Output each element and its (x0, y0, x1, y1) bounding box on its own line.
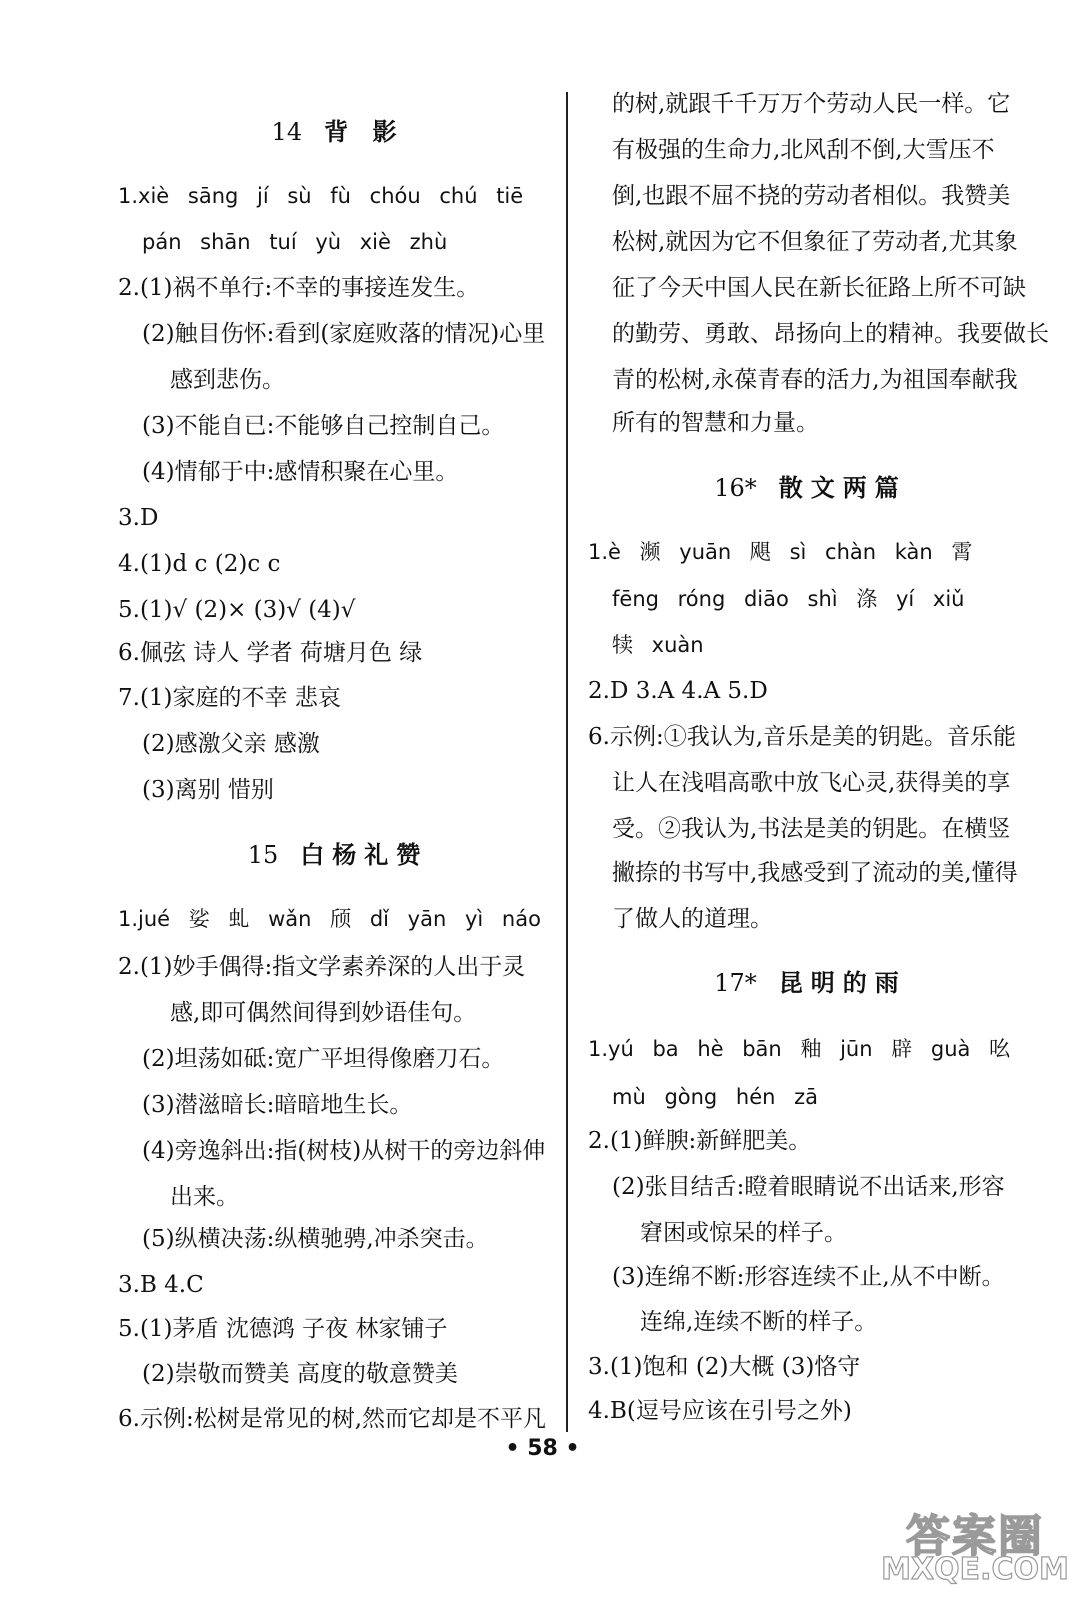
section-title-text: 散文两篇 (778, 474, 907, 502)
answer-line: 1.yú ba hè bān 釉 jūn 辟 guà 吆 (588, 1037, 1011, 1061)
answer-line: 窘困或惊呆的样子。 (640, 1220, 847, 1246)
answer-line: 4.B(逗号应该在引号之外) (588, 1398, 852, 1424)
answer-line: 所有的智慧和力量。 (612, 410, 819, 436)
answer-line: mù gòng hén zā (612, 1085, 819, 1109)
section-title-16 (588, 473, 1033, 503)
answer-line: 连绵,连续不断的样子。 (640, 1309, 878, 1335)
answer-line: (4)情郁于中:感情积聚在心里。 (142, 459, 459, 485)
answer-line: 感,即可偶然间得到妙语佳句。 (170, 1000, 477, 1026)
section-number: 14 (271, 118, 303, 146)
page-number: • 58 • (505, 1436, 580, 1461)
answer-line: (4)旁逸斜出:指(树枝)从树干的旁边斜伸 (142, 1138, 546, 1164)
section-title-text: 背 影 (324, 118, 405, 146)
answer-line: 受。②我认为,书法是美的钥匙。在横竖 (612, 816, 1011, 842)
section-title-15 (118, 840, 558, 870)
answer-line: (2)崇敬而赞美 高度的敬意赞美 (142, 1361, 458, 1387)
answer-line: (3)潜滋暗长:暗暗地生长。 (142, 1092, 413, 1118)
answer-line: 3.(1)饱和 (2)大概 (3)恪守 (588, 1354, 861, 1380)
answer-line: 5.(1)√ (2)× (3)√ (4)√ (118, 597, 356, 623)
answer-line: 1.xiè sāng jí sù fù chóu chú tiē (118, 184, 524, 208)
answer-line: (2)感激父亲 感激 (142, 731, 320, 757)
answer-line: 6.示例:松树是常见的树,然而它却是不平凡 (118, 1406, 547, 1432)
answer-line: (5)纵横决荡:纵横驰骋,冲杀突击。 (142, 1226, 489, 1252)
answer-line: 2.D 3.A 4.A 5.D (588, 678, 768, 704)
answer-line: (3)连绵不断:形容连续不止,从不中断。 (612, 1264, 1005, 1290)
answer-line: 3.D (118, 505, 159, 531)
answer-line: (3)离别 惜别 (142, 777, 274, 803)
answer-line: 了做人的道理。 (612, 906, 773, 932)
answer-line: 4.(1)d c (2)c c (118, 551, 281, 577)
answer-line: 松树,就因为它不但象征了劳动者,尤其象 (612, 229, 1018, 255)
answer-line: 6.佩弦 诗人 学者 荷塘月色 绿 (118, 640, 423, 666)
answer-line: 2.(1)鲜腴:新鲜肥美。 (588, 1128, 812, 1154)
answer-line: 5.(1)茅盾 沈德鸿 子夜 林家铺子 (118, 1316, 448, 1342)
column-divider (566, 92, 568, 1432)
section-number: 17* (714, 969, 757, 997)
answer-line: 1.jué 娑 虬 wǎn 颀 dǐ yān yì náo (118, 907, 541, 931)
answer-line: 7.(1)家庭的不幸 悲哀 (118, 685, 341, 711)
answer-line: 的勤劳、勇敢、昂扬向上的精神。我要做长 (612, 321, 1049, 347)
answer-line: 犊 xuàn (612, 633, 704, 657)
answer-line: 感到悲伤。 (170, 367, 285, 393)
answer-line: 征了今天中国人民在新长征路上所不可缺 (612, 275, 1026, 301)
answer-line: 1.è 濒 yuān 飓 sì chàn kàn 霄 (588, 540, 973, 564)
answer-line: 2.(1)妙手偶得:指文学素养深的人出于灵 (118, 954, 526, 980)
answer-line: (3)不能自已:不能够自己控制自己。 (142, 413, 505, 439)
answer-line: 出来。 (170, 1184, 239, 1210)
answer-line: (2)张目结舌:瞪着眼睛说不出话来,形容 (612, 1174, 1005, 1200)
watermark-domain: MXQE.COM (881, 1552, 1069, 1587)
section-title-14 (118, 117, 558, 147)
section-number: 15 (247, 841, 279, 869)
section-title-text: 白杨礼赞 (300, 841, 429, 869)
answer-line: 倒,也跟不屈不挠的劳动者相似。我赞美 (612, 183, 1011, 209)
answer-line: 让人在浅唱高歌中放飞心灵,获得美的享 (612, 770, 1011, 796)
answer-line: 6.示例:①我认为,音乐是美的钥匙。音乐能 (588, 724, 1017, 750)
section-title-17 (588, 968, 1033, 998)
section-number: 16* (714, 474, 757, 502)
answer-line: 的树,就跟千千万万个劳动人民一样。它 (612, 91, 1011, 117)
section-title-text: 昆明的雨 (778, 969, 907, 997)
answer-line: fēng róng diāo shì 涤 yí xiǔ (612, 587, 965, 611)
watermark-logo (880, 1500, 1070, 1592)
watermark-text: 答案圈 (906, 1511, 1044, 1562)
answer-line: (2)坦荡如砥:宽广平坦得像磨刀石。 (142, 1046, 505, 1072)
answer-line: 3.B 4.C (118, 1272, 204, 1298)
answer-line: 有极强的生命力,北风刮不倒,大雪压不 (612, 137, 995, 163)
answer-line: (2)触目伤怀:看到(家庭败落的情况)心里 (142, 321, 546, 347)
answer-line: pán shān tuí yù xiè zhù (142, 230, 448, 254)
answer-line: 2.(1)祸不单行:不幸的事接连发生。 (118, 275, 480, 301)
answer-line: 青的松树,永葆青春的活力,为祖国奉献我 (612, 367, 1018, 393)
answer-line: 撇捺的书写中,我感受到了流动的美,懂得 (612, 860, 1018, 886)
